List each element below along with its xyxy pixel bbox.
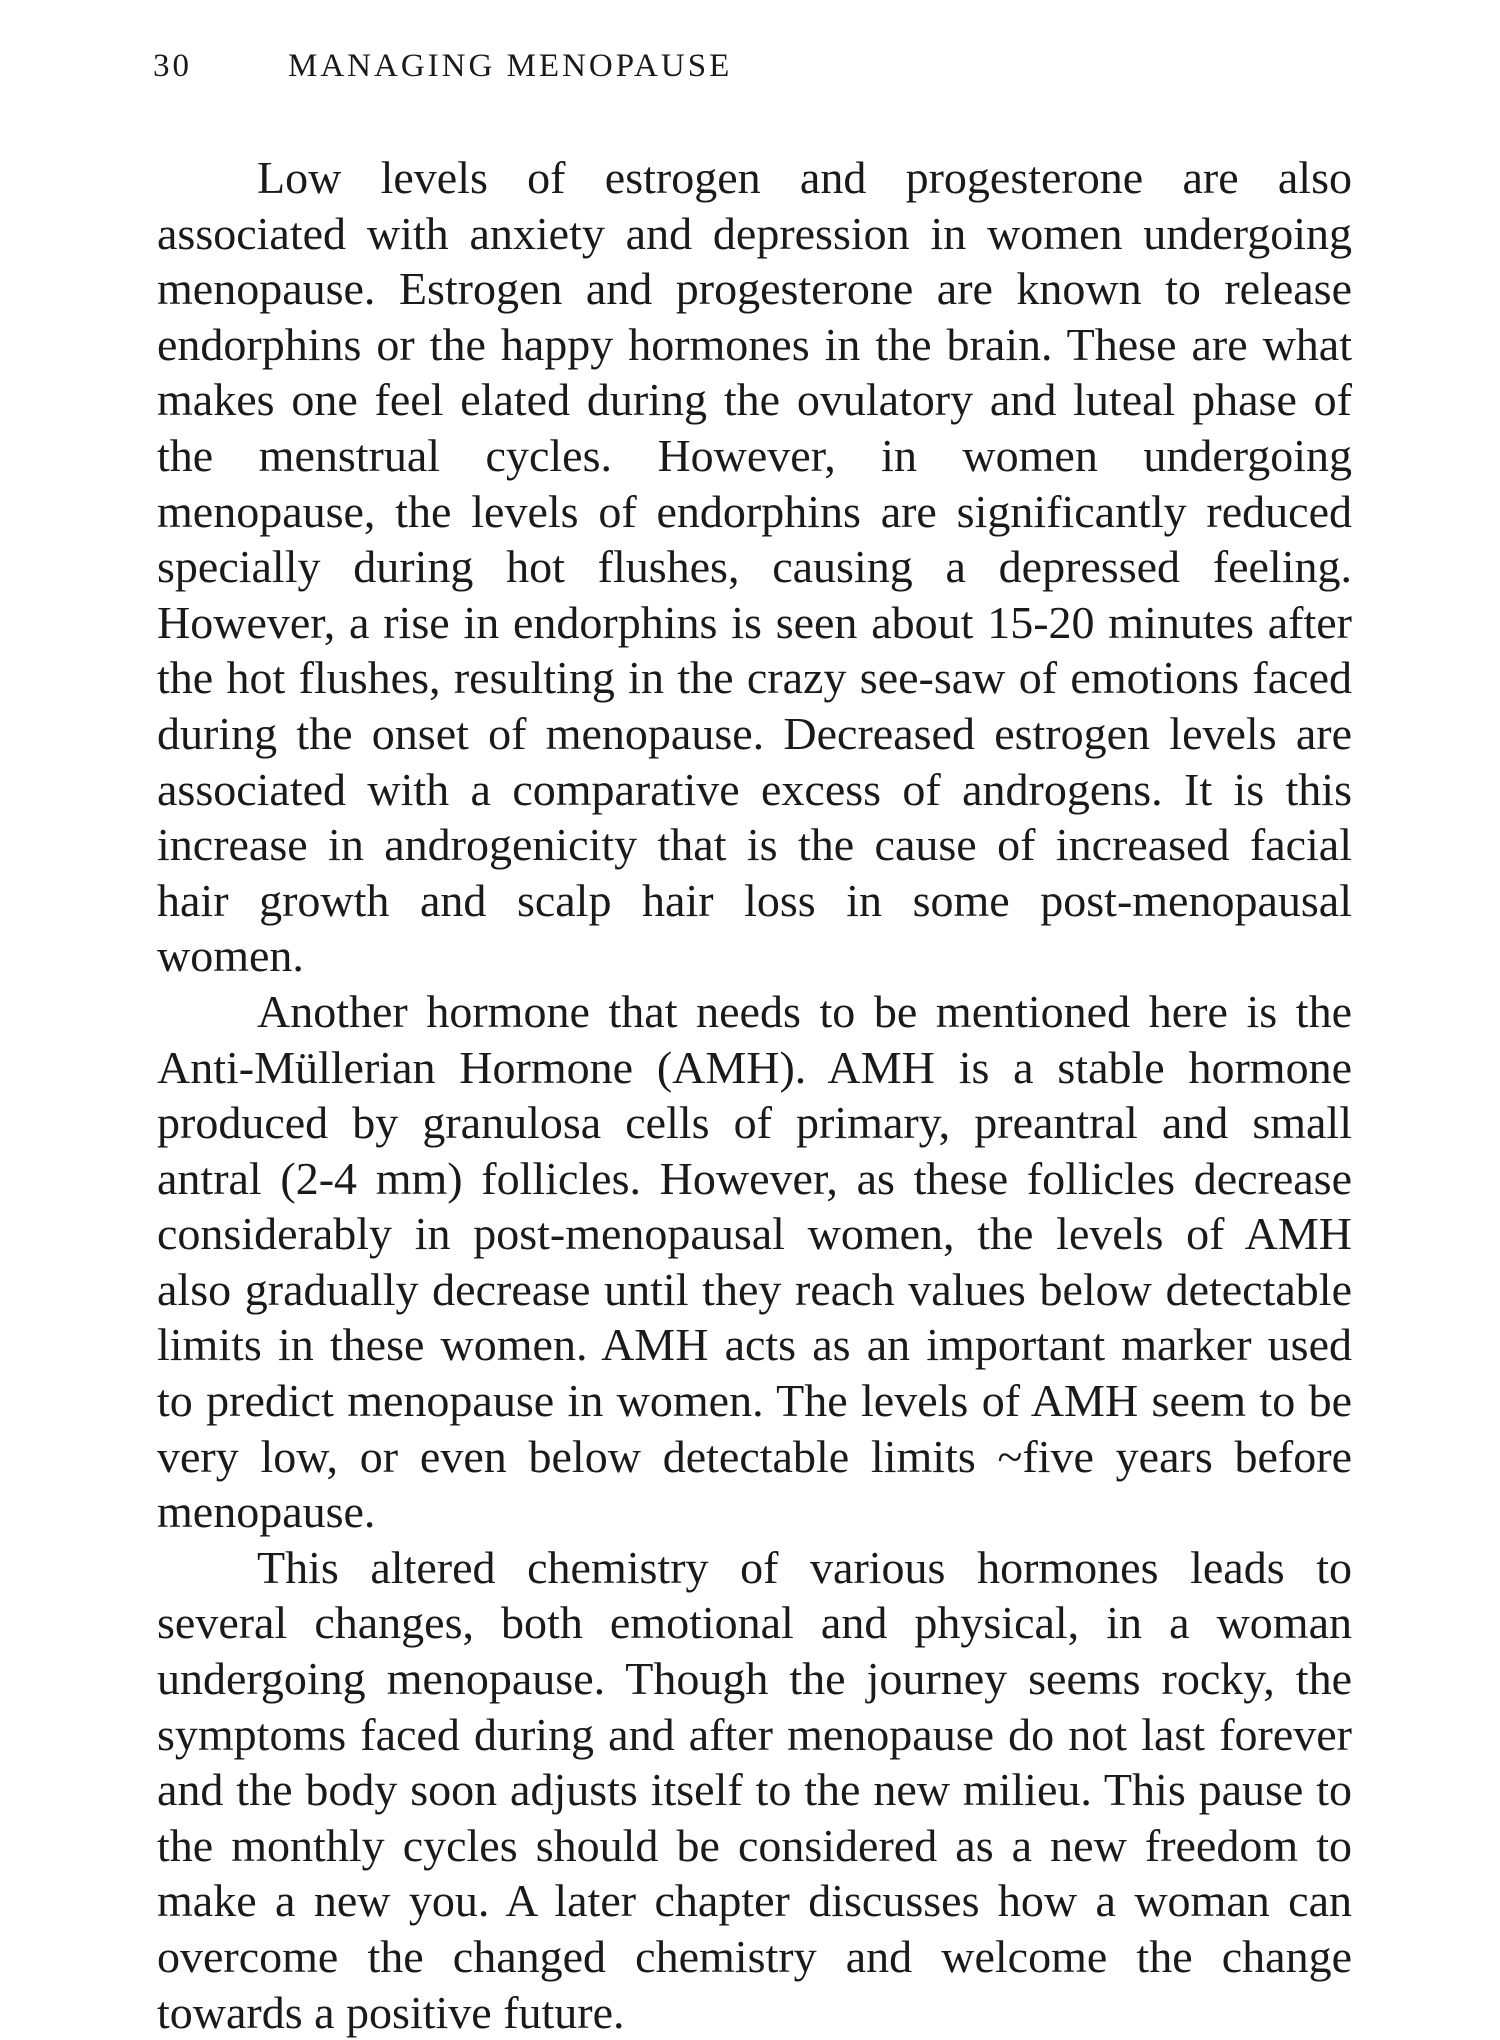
body-text bbox=[157, 150, 1352, 2040]
paragraph: Another hormone that needs to be mentioned here is the Anti-Müllerian Hormone (AMH). AMH is a stable hormone produced by granulosa cells of primary, preantral and small antral (2-4 mm) follicles. However, as these follicles decrease considerably in post-menopausal women, the levels of AMH also gradually decrease until they reach values below detectable limits in these women. AMH acts as an important marker used to predict menopause in women. The levels of AMH seem to be very low, or even below detectable limits ~five years before menopause. bbox=[157, 985, 1352, 1538]
paragraph: This altered chemistry of various hormones leads to several changes, both emotional and physical, in a woman undergoing menopause. Though the journey seems rocky, the symptoms faced during and after menopause do not last forever and the body soon adjusts itself to the new milieu. This pause to the monthly cycles should be considered as a new freedom to make a new you. A later chapter discusses how a woman can overcome the changed chemistry and welcome the change towards a positive future. bbox=[157, 1541, 1352, 2038]
running-header bbox=[153, 46, 732, 86]
page-number: 30 bbox=[153, 48, 192, 84]
paragraph: Low levels of estrogen and progesterone are also associated with anxiety and depression in women undergoing menopause. Estrogen and progesterone are known to release endorphins or the happy hormones in the brain. These are what makes one feel elated during the ovulatory and luteal phase of the menstrual cycles. However, in women undergoing menopause, the levels of endorphins are significantly reduced specially during hot flushes, causing a depressed feeling. However, a rise in endorphins is seen about 15-20 minutes after the hot flushes, resulting in the crazy see-saw of emotions faced during the onset of menopause. Decreased estrogen levels are associated with a comparative excess of androgens. It is this increase in androgenicity that is the cause of increased facial hair growth and scalp hair loss in some post-menopausal women. bbox=[157, 152, 1352, 982]
book-title: MANAGING MENOPAUSE bbox=[288, 48, 733, 84]
